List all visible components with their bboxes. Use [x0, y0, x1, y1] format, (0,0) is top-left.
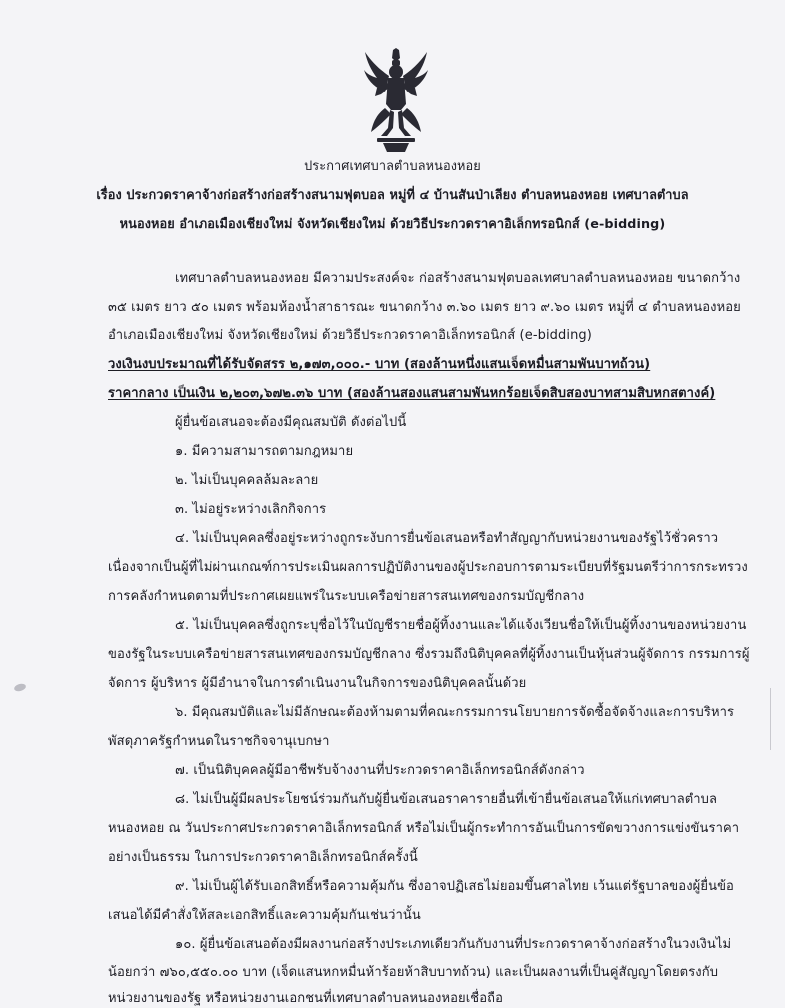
intro-line-2: ๓๕ เมตร ยาว ๕๐ เมตร พร้อมห้องน้ำสาธารณะ ขนาดกว้าง ๓.๖๐ เมตร ยาว ๙.๖๐ เมตร หมู่ที่ ๔ ตำบลหนองหอย [108, 300, 741, 315]
scan-edge-mark [770, 688, 771, 750]
qualification-item-10: ๑๐. ผู้ยื่นข้อเสนอต้องมีผลงานก่อสร้างประเภทเดียวกันกับงานที่ประกวดราคาจ้างก่อสร้างในวงเงินไม่ [175, 937, 732, 952]
subject-line-2: หนองหอย อำเภอเมืองเชียงใหม่ จังหวัดเชียงใหม่ ด้วยวิธีประกวดราคาอิเล็กทรอนิกส์ (e-bidding) [119, 217, 666, 232]
qualification-item-8: ๘. ไม่เป็นผู้มีผลประโยชน์ร่วมกันกับผู้ยื่นข้อเสนอราคารายอื่นที่เข้ายื่นข้อเสนอให้แก่เทศบาลตำบล [175, 792, 718, 807]
subject-line-1: เรื่อง ประกวดราคาจ้างก่อสร้างก่อสร้างสนามฟุตบอล หมู่ที่ ๔ บ้านสันป่าเลียง ตำบลหนองหอย เทศบาลตำบล [96, 188, 689, 203]
qualification-item-7: ๗. เป็นนิติบุคคลผู้มีอาชีพรับจ้างงานที่ประกวดราคาอิเล็กทรอนิกส์ดังกล่าว [175, 763, 585, 778]
qualification-item-5-cont: จัดการ ผู้บริหาร ผู้มีอำนาจในการดำเนินงานในกิจการของนิติบุคคลนั้นด้วย [108, 676, 527, 691]
qualification-item-9-cont: เสนอได้มีคำสั่งให้สละเอกสิทธิ์และความคุ้มกันเช่นว่านั้น [108, 908, 421, 923]
qualification-item-4: ๔. ไม่เป็นบุคคลซึ่งอยู่ระหว่างถูกระงับการยื่นข้อเสนอหรือทำสัญญากับหน่วยงานของรัฐไว้ชั่วคราว [175, 531, 719, 546]
qualification-item-6-cont: พัสดุภาครัฐกำหนดในราชกิจจานุเบกษา [108, 734, 330, 749]
qualifications-heading: ผู้ยื่นข้อเสนอจะต้องมีคุณสมบัติ ดังต่อไปนี้ [175, 415, 407, 430]
qualification-item-6: ๖. มีคุณสมบัติและไม่มีลักษณะต้องห้ามตามที่คณะกรรมการนโยบายการจัดซื้อจัดจ้างและการบริหาร [175, 705, 735, 720]
budget-statement: วงเงินงบประมาณที่ได้รับจัดสรร ๒,๑๗๓,๐๐๐.- บาท (สองล้านหนึ่งแสนเจ็ดหมื่นสามพันบาทถ้วน) [108, 357, 651, 372]
announcement-title: ประกาศเทศบาลตำบลหนองหอย [304, 159, 481, 174]
qualification-item-5: ๕. ไม่เป็นบุคคลซึ่งถูกระบุชื่อไว้ในบัญชีรายชื่อผู้ทิ้งงานและได้แจ้งเวียนชื่อให้เป็นผู้ทิ้งงานของหน่วยงาน [175, 618, 747, 633]
qualification-item-9: ๙. ไม่เป็นผู้ได้รับเอกสิทธิ์หรือความคุ้มกัน ซึ่งอาจปฏิเสธไม่ยอมขึ้นศาลไทย เว้นแต่รัฐบาลของผู้ยื่นข้อ [175, 879, 734, 894]
qualification-item-4-cont: การคลังกำหนดตามที่ประกาศเผยแพร่ในระบบเครือข่ายสารสนเทศของกรมบัญชีกลาง [108, 589, 585, 604]
qualification-item-8-cont: อย่างเป็นธรรม ในการประกวดราคาอิเล็กทรอนิกส์ครั้งนี้ [108, 850, 418, 865]
median-price-statement: ราคากลาง เป็นเงิน ๒,๒๐๓,๖๗๒.๓๖ บาท (สองล้านสองแสนสามพันหกร้อยเจ็ดสิบสองบาทสามสิบหกสตางค์) [108, 386, 716, 401]
garuda-emblem-icon [363, 48, 429, 154]
qualification-item-2: ๒. ไม่เป็นบุคคลล้มละลาย [175, 473, 319, 488]
qualification-item-4-cont: เนื่องจากเป็นผู้ที่ไม่ผ่านเกณฑ์การประเมินผลการปฏิบัติงานของผู้ประกอบการตามระเบียบที่รัฐมนตรีว่าการกระทรวง [108, 560, 748, 575]
qualification-item-1: ๑. มีความสามารถตามกฎหมาย [175, 444, 354, 459]
qualification-item-3: ๓. ไม่อยู่ระหว่างเลิกกิจการ [175, 502, 327, 517]
intro-line-1: เทศบาลตำบลหนองหอย มีความประสงค์จะ ก่อสร้างสนามฟุตบอลเทศบาลตำบลหนองหอย ขนาดกว้าง [175, 271, 741, 286]
scan-smudge [13, 683, 26, 693]
qualification-item-10-cont: น้อยกว่า ๗๖๐,๕๕๐.๐๐ บาท (เจ็ดแสนหกหมื่นห้าร้อยห้าสิบบาทถ้วน) และเป็นผลงานที่เป็นคู่สัญญาโดยตรงกับ [108, 965, 719, 980]
intro-line-3: อำเภอเมืองเชียงใหม่ จังหวัดเชียงใหม่ ด้วยวิธีประกวดราคาอิเล็กทรอนิกส์ (e-bidding) [108, 328, 592, 343]
qualification-item-8-cont: หนองหอย ณ วันประกาศประกวดราคาอิเล็กทรอนิกส์ หรือไม่เป็นผู้กระทำการอันเป็นการขัดขวางการแข่งขันราคา [108, 821, 740, 836]
qualification-item-10-cont: หน่วยงานของรัฐ หรือหน่วยงานเอกชนที่เทศบาลตำบลหนองหอยเชื่อถือ [108, 991, 504, 1006]
qualification-item-5-cont: ของรัฐในระบบเครือข่ายสารสนเทศของกรมบัญชีกลาง ซึ่งรวมถึงนิติบุคคลที่ผู้ทิ้งงานเป็นหุ้นส่วนผู้จัดการ กรรมการผู้ [108, 647, 750, 662]
